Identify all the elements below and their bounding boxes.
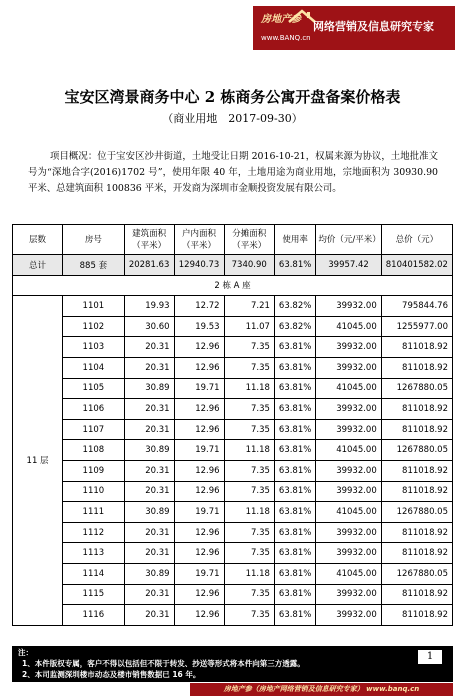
build-area: 30.89: [124, 378, 174, 399]
table-row: [13, 481, 453, 502]
table-row: [13, 296, 453, 317]
room-number: 1114: [63, 563, 125, 584]
footer-bar: 房地产参（房地产网络营销及信息研究专家） www.banq.cn: [190, 683, 453, 696]
shared-area: 7.35: [224, 584, 274, 605]
usage-rate: 63.81%: [274, 378, 315, 399]
document-subtitle: （商业用地 2017-09-30）: [162, 112, 303, 125]
avg-price: 39932.00: [316, 584, 381, 605]
avg-price: 39932.00: [316, 357, 381, 378]
room-number: 1102: [63, 316, 125, 337]
usage-rate: 63.81%: [274, 481, 315, 502]
usage-rate: 63.81%: [274, 399, 315, 420]
avg-price: 39932.00: [316, 605, 381, 626]
total-price: 811018.92: [381, 399, 452, 420]
build-area: 20.31: [124, 460, 174, 481]
usage-rate: 63.81%: [274, 584, 315, 605]
shared-area: 11.18: [224, 563, 274, 584]
logo-text: 房地产参: [261, 14, 301, 25]
room-number: 1105: [63, 378, 125, 399]
header-avg-price: 均价（元/平米）: [316, 225, 381, 255]
room-number: 1101: [63, 296, 125, 317]
note-copyright: 1、本件版权专属，客户不得以包括但不限于转发、抄送等形式将本件向第三方透露。: [22, 659, 305, 668]
shared-area: 7.21: [224, 296, 274, 317]
table-row: [13, 502, 453, 523]
avg-price: 39932.00: [316, 481, 381, 502]
build-area: 30.60: [124, 316, 174, 337]
table-row: [13, 543, 453, 564]
build-area: 20.31: [124, 399, 174, 420]
table-row: [13, 522, 453, 543]
total-price: 1255977.00: [381, 316, 452, 337]
price-table: [12, 224, 453, 626]
header-url: www.BANQ.cn: [261, 34, 311, 42]
header-inner-area: 户内面积（平米）: [174, 225, 224, 255]
total-price: 811018.92: [381, 481, 452, 502]
inner-area: 12.96: [174, 337, 224, 358]
header-usage: 使用率: [274, 225, 315, 255]
shared-area: 7.35: [224, 543, 274, 564]
total-avg-price: 39957.42: [316, 255, 381, 276]
usage-rate: 63.82%: [274, 316, 315, 337]
inner-area: 12.96: [174, 543, 224, 564]
room-number: 1116: [63, 605, 125, 626]
shared-area: 11.18: [224, 502, 274, 523]
total-shared-area: 7340.90: [224, 255, 274, 276]
room-number: 1110: [63, 481, 125, 502]
table-row: [13, 316, 453, 337]
total-price: 1267880.05: [381, 502, 452, 523]
total-price: 810401582.02: [381, 255, 452, 276]
shared-area: 11.18: [224, 440, 274, 461]
table-row: [13, 584, 453, 605]
header-title: 网络营销及信息研究专家: [313, 20, 434, 33]
header-shared-area: 分摊面积（平米）: [224, 225, 274, 255]
inner-area: 19.71: [174, 378, 224, 399]
shared-area: 7.35: [224, 605, 274, 626]
total-price: 811018.92: [381, 337, 452, 358]
avg-price: 41045.00: [316, 378, 381, 399]
room-number: 1115: [63, 584, 125, 605]
table-row: [13, 399, 453, 420]
usage-rate: 63.81%: [274, 419, 315, 440]
note-head: 注：: [18, 648, 33, 657]
total-price: 811018.92: [381, 460, 452, 481]
total-price: 1267880.05: [381, 378, 452, 399]
shared-area: 7.35: [224, 357, 274, 378]
room-number: 1108: [63, 440, 125, 461]
shared-area: 11.18: [224, 378, 274, 399]
table-row: [13, 419, 453, 440]
footer-notes: [12, 646, 453, 682]
total-units: 885 套: [63, 255, 125, 276]
table-row: [13, 460, 453, 481]
total-price: 795844.76: [381, 296, 452, 317]
total-price: 811018.92: [381, 605, 452, 626]
avg-price: 41045.00: [316, 563, 381, 584]
room-number: 1111: [63, 502, 125, 523]
table-header-row: [13, 225, 453, 255]
inner-area: 12.96: [174, 399, 224, 420]
header-room: 房号: [63, 225, 125, 255]
usage-rate: 63.81%: [274, 460, 315, 481]
total-price: 811018.92: [381, 357, 452, 378]
shared-area: 7.35: [224, 337, 274, 358]
header-total-price: 总价（元）: [381, 225, 452, 255]
avg-price: 41045.00: [316, 502, 381, 523]
total-inner-area: 12940.73: [174, 255, 224, 276]
total-price: 1267880.05: [381, 440, 452, 461]
build-area: 20.31: [124, 481, 174, 502]
total-label: 总计: [13, 255, 63, 276]
inner-area: 19.71: [174, 563, 224, 584]
usage-rate: 63.82%: [274, 296, 315, 317]
avg-price: 41045.00: [316, 316, 381, 337]
room-number: 1103: [63, 337, 125, 358]
room-number: 1104: [63, 357, 125, 378]
avg-price: 41045.00: [316, 440, 381, 461]
room-number: 1113: [63, 543, 125, 564]
header-build-area: 建筑面积（平米）: [124, 225, 174, 255]
inner-area: 12.96: [174, 357, 224, 378]
build-area: 20.31: [124, 605, 174, 626]
table-row: [13, 563, 453, 584]
avg-price: 39932.00: [316, 460, 381, 481]
usage-rate: 63.81%: [274, 440, 315, 461]
inner-area: 19.71: [174, 502, 224, 523]
usage-rate: 63.81%: [274, 357, 315, 378]
table-row: [13, 357, 453, 378]
build-area: 19.93: [124, 296, 174, 317]
avg-price: 39932.00: [316, 296, 381, 317]
room-number: 1107: [63, 419, 125, 440]
build-area: 30.89: [124, 563, 174, 584]
shared-area: 7.35: [224, 399, 274, 420]
shared-area: 7.35: [224, 522, 274, 543]
build-area: 20.31: [124, 584, 174, 605]
note-monitoring: 2、本司监测深圳楼市动态及楼市销售数据已 16 年。: [22, 670, 201, 679]
build-area: 20.31: [124, 419, 174, 440]
shared-area: 7.35: [224, 460, 274, 481]
document-title: 宝安区湾景商务中心 2 栋商务公寓开盘备案价格表: [64, 88, 401, 106]
inner-area: 12.72: [174, 296, 224, 317]
table-row: [13, 605, 453, 626]
project-overview: 项目概况：位于宝安区沙井街道，土地受让日期 2016-10-21，权属来源为协议，土地批准文号为“深地合字(2016)1702 号”，使用年限 40 年，土地用途为商业用地，宗地面积为 30930.90 平米、总建筑面积 100836 平米，开发商为深圳市金顺投资发展有限公司。: [28, 151, 438, 194]
build-area: 20.31: [124, 357, 174, 378]
avg-price: 39932.00: [316, 522, 381, 543]
total-price: 1267880.05: [381, 563, 452, 584]
build-area: 30.89: [124, 440, 174, 461]
total-price: 811018.92: [381, 419, 452, 440]
usage-rate: 63.81%: [274, 563, 315, 584]
table-row: [13, 440, 453, 461]
total-build-area: 20281.63: [124, 255, 174, 276]
usage-rate: 63.81%: [274, 522, 315, 543]
room-number: 1112: [63, 522, 125, 543]
build-area: 20.31: [124, 337, 174, 358]
usage-rate: 63.81%: [274, 543, 315, 564]
total-row: [13, 255, 453, 276]
inner-area: 12.96: [174, 419, 224, 440]
avg-price: 39932.00: [316, 399, 381, 420]
inner-area: 12.96: [174, 522, 224, 543]
avg-price: 39932.00: [316, 543, 381, 564]
shared-area: 7.35: [224, 481, 274, 502]
section-row: [13, 275, 453, 296]
table-row: [13, 337, 453, 358]
room-number: 1109: [63, 460, 125, 481]
header-banner: [253, 6, 455, 50]
usage-rate: 63.81%: [274, 605, 315, 626]
avg-price: 39932.00: [316, 337, 381, 358]
inner-area: 19.71: [174, 440, 224, 461]
inner-area: 12.96: [174, 460, 224, 481]
usage-rate: 63.81%: [274, 502, 315, 523]
build-area: 20.31: [124, 522, 174, 543]
usage-rate: 63.81%: [274, 337, 315, 358]
total-price: 811018.92: [381, 522, 452, 543]
inner-area: 12.96: [174, 481, 224, 502]
page-number: 1: [418, 650, 442, 664]
table-row: [13, 378, 453, 399]
shared-area: 7.35: [224, 419, 274, 440]
room-number: 1106: [63, 399, 125, 420]
header-floor: 层数: [13, 225, 63, 255]
total-price: 811018.92: [381, 543, 452, 564]
build-area: 20.31: [124, 543, 174, 564]
floor-label: 11 层: [13, 296, 63, 626]
section-label: 2 栋 A 座: [13, 275, 453, 296]
inner-area: 12.96: [174, 605, 224, 626]
avg-price: 39932.00: [316, 419, 381, 440]
shared-area: 11.07: [224, 316, 274, 337]
build-area: 30.89: [124, 502, 174, 523]
inner-area: 12.96: [174, 584, 224, 605]
total-usage: 63.81%: [274, 255, 315, 276]
inner-area: 19.53: [174, 316, 224, 337]
total-price: 811018.92: [381, 584, 452, 605]
